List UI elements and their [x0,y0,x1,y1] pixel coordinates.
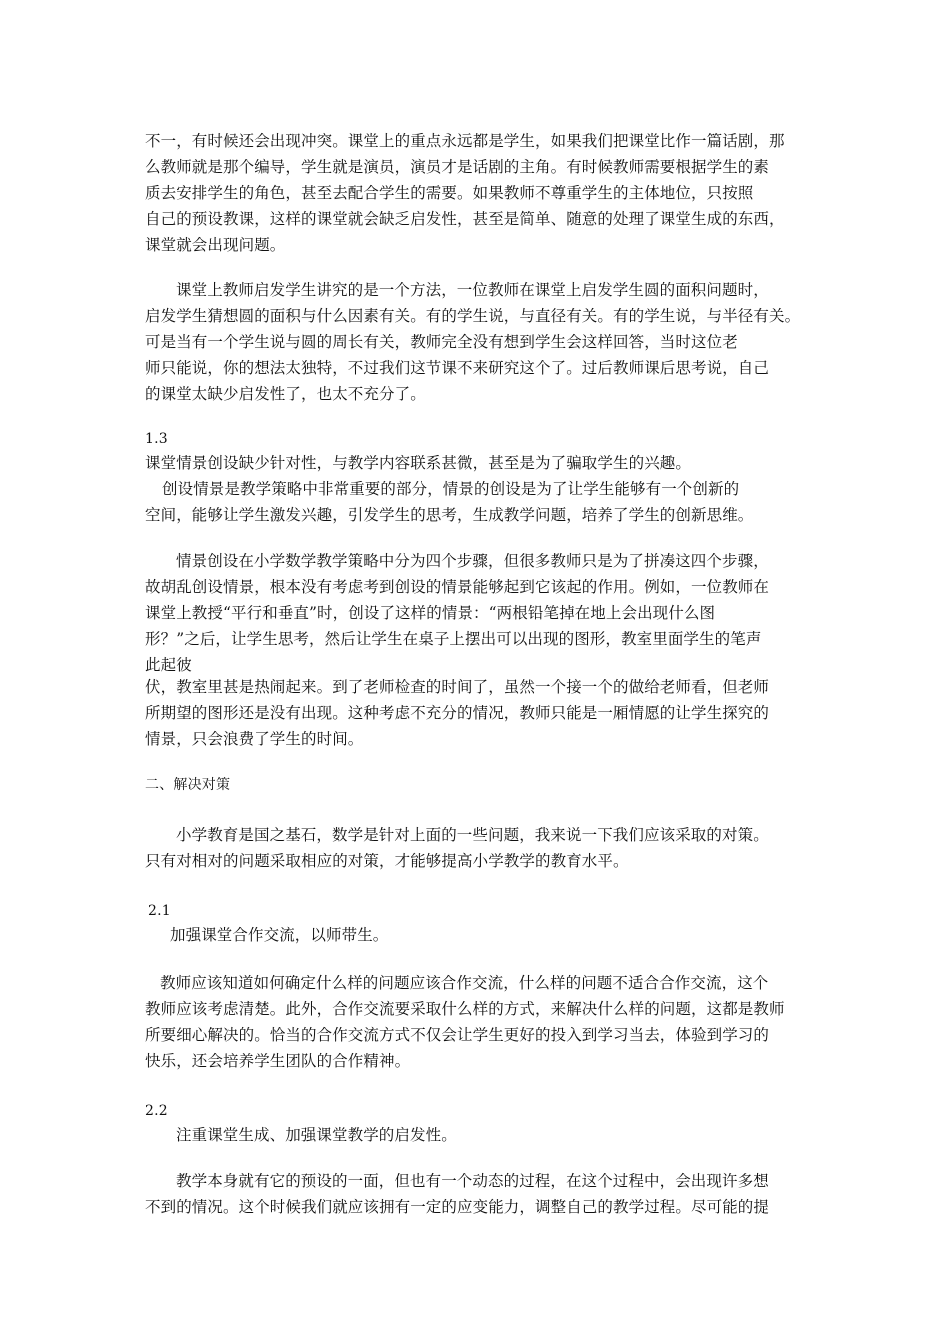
section-2-1-title: 加强课堂合作交流，以师带生。 [170,926,389,944]
section-2-1-number: 2.1 [148,903,171,919]
section-2-2-number: 2.2 [145,1103,168,1119]
paragraph-6-line-1: 教学本身就有它的预设的一面，但也有一个动态的过程，在这个过程中，会出现许多想 [176,1172,769,1190]
paragraph-5-line-2: 教师应该考虑清楚。此外，合作交流要采取什么样的方式，来解决什么样的问题，这都是教师 [145,1000,785,1018]
paragraph-5-line-3: 所要细心解决的。恰当的合作交流方式不仅会让学生更好的投入到学习当去，体验到学习的 [145,1026,770,1044]
paragraph-2-line-5: 的课堂太缺少启发性了，也太不充分了。 [145,385,426,403]
section-heading-2: 二、解决对策 [145,777,231,793]
paragraph-3-line-4: 形？”之后，让学生思考，然后让学生在桌子上摆出可以出现的图形，教室里面学生的笔声 [145,630,762,648]
section-1-3-line-1: 创设情景是教学策略中非常重要的部分，情景的创设是为了让学生能够有一个创新的 [162,480,740,498]
paragraph-1-line-5: 课堂就会出现问题。 [145,236,286,254]
paragraph-3-line-1: 情景创设在小学数学教学策略中分为四个步骤，但很多教师只是为了拼凑这四个步骤， [176,552,769,570]
section-2-2-title: 注重课堂生成、加强课堂教学的启发性。 [176,1126,457,1144]
paragraph-2-line-1: 课堂上教师启发学生讲究的是一个方法，一位教师在课堂上启发学生圆的面积问题时， [176,281,769,299]
paragraph-3-line-6: 伏，教室里甚是热闹起来。到了老师检查的时间了，虽然一个接一个的做给老师看，但老师 [145,678,770,696]
paragraph-3-line-8: 情景，只会浪费了学生的时间。 [145,730,364,748]
paragraph-4-line-1: 小学教育是国之基石，数学是针对上面的一些问题，我来说一下我们应该采取的对策。 [176,826,769,844]
paragraph-1-line-2: 么教师就是那个编导，学生就是演员，演员才是话剧的主角。有时候教师需要根据学生的素 [145,158,770,176]
paragraph-5-line-4: 快乐，还会培养学生团队的合作精神。 [145,1052,411,1070]
paragraph-2-line-4: 师只能说，你的想法太独特，不过我们这节课不来研究这个了。过后教师课后思考说，自己 [145,359,770,377]
paragraph-3-line-7: 所期望的图形还是没有出现。这种考虑不充分的情况，教师只能是一厢情愿的让学生探究的 [145,704,770,722]
paragraph-1-line-4: 自己的预设教课，这样的课堂就会缺乏启发性，甚至是简单、随意的处理了课堂生成的东西， [145,210,785,228]
paragraph-2-line-3: 可是当有一个学生说与圆的周长有关，教师完全没有想到学生会这样回答，当时这位老 [145,333,738,351]
paragraph-2-line-2: 启发学生猜想圆的面积与什么因素有关。有的学生说，与直径有关。有的学生说，与半径有关。 [145,307,801,325]
section-1-3-number: 1.3 [145,431,168,447]
paragraph-4-line-2: 只有对相对的问题采取相应的对策，才能够提高小学教学的教育水平。 [145,852,629,870]
paragraph-6-line-2: 不到的情况。这个时候我们就应该拥有一定的应变能力，调整自己的教学过程。尽可能的提 [145,1198,770,1216]
section-1-3-line-2: 空间，能够让学生激发兴趣，引发学生的思考，生成教学问题，培养了学生的创新思维。 [145,506,754,524]
paragraph-3-line-3: 课堂上教授“平行和垂直”时，创设了这样的情景：“两根铅笔掉在地上会出现什么图 [145,604,716,622]
section-1-3-title: 课堂情景创设缺少针对性，与教学内容联系甚微，甚至是为了骗取学生的兴趣。 [145,454,692,472]
paragraph-5-line-1: 教师应该知道如何确定什么样的问题应该合作交流，什么样的问题不适合合作交流，这个 [160,974,769,992]
paragraph-1-line-3: 质去安排学生的角色，甚至去配合学生的需要。如果教师不尊重学生的主体地位，只按照 [145,184,754,202]
paragraph-3-line-5: 此起彼 [145,656,192,674]
paragraph-3-line-2: 故胡乱创设情景，根本没有考虑考到创设的情景能够起到它该起的作用。例如，一位教师在 [145,578,770,596]
paragraph-1-line-1: 不一，有时候还会出现冲突。课堂上的重点永远都是学生，如果我们把课堂比作一篇话剧，那 [145,132,785,150]
